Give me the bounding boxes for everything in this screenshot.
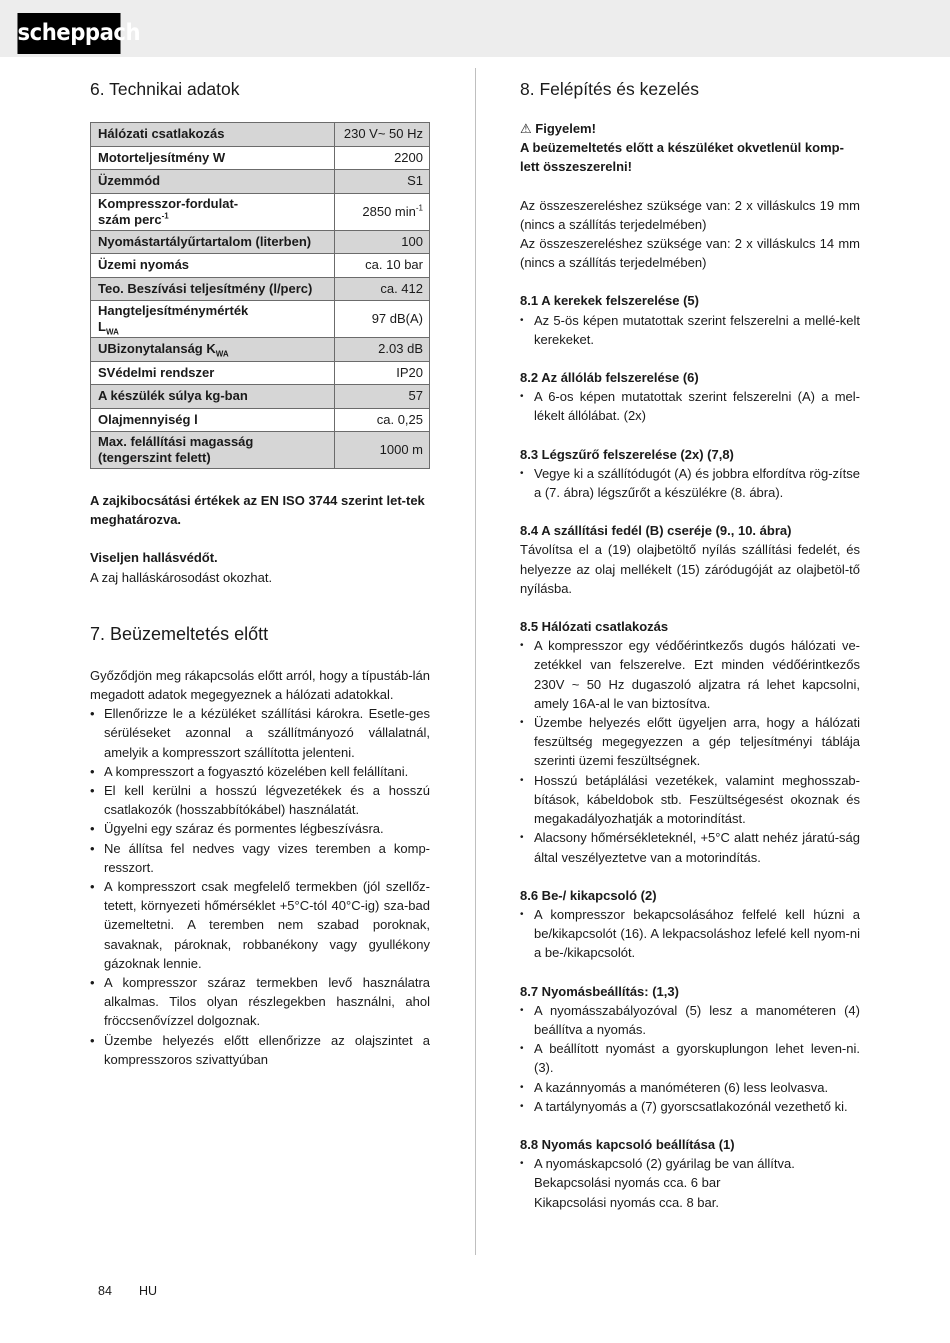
spec-value: 2.03 dB bbox=[335, 338, 430, 362]
spec-row bbox=[91, 193, 430, 230]
s85-title: 8.5 Hálózati csatlakozás bbox=[520, 619, 669, 635]
list-item: • Üzembe helyezés előtt ügyeljen arra, hogy a hálózati feszültség megegyezzen a gép teljesítményi táblája szerinti üzemi feszültségnek. bbox=[520, 713, 860, 771]
warning-title: ⚠ Figyelem! bbox=[520, 121, 596, 136]
section7-title: 7. Beüzemeltetés előtt bbox=[90, 623, 269, 644]
spec-value: ca. 0,25 bbox=[335, 408, 430, 432]
spec-value: IP20 bbox=[335, 361, 430, 385]
spec-value: 230 V~ 50 Hz bbox=[335, 123, 430, 147]
spec-table bbox=[90, 122, 430, 469]
assembly-note-2: Az összeszereléshez szüksége van: 2 x villáskulcs 14 mm (nincs a szállítás terjedelmében) bbox=[520, 236, 860, 271]
spec-row bbox=[91, 123, 430, 147]
list-item: • A kompresszor száraz termekben levő használatra alkalmas. Tilos olyan részlegekben használni, ahol fröccsenővízzel dolgoznak. bbox=[90, 973, 430, 1031]
column-divider bbox=[475, 68, 476, 1255]
s87-list bbox=[520, 1001, 860, 1116]
spec-value: 57 bbox=[335, 385, 430, 409]
spec-row bbox=[91, 385, 430, 409]
s86-title: 8.6 Be-/ kikapcsoló (2) bbox=[520, 887, 657, 903]
brand-logo: scheppach bbox=[17, 13, 120, 54]
spec-row bbox=[91, 254, 430, 278]
list-item: • A kompresszor egy védőérintkezős dugós hálózati ve-zetékkel van felszerelve. Ezt minden védőérintkezős 230V ~ 50 Hz dugaszoló aljzatra rá lehet kapcsolni, amely 16A-al le van biztosítva. bbox=[520, 636, 860, 713]
list-item: • Vegye ki a szállítódugót (A) és jobbra elfordítva rög-zítse a (7. ábra) légszűrőt a készülékre (8. ábra). bbox=[520, 464, 860, 502]
page-number: 84 bbox=[98, 1284, 112, 1298]
s84-title: 8.4 A szállítási fedél (B) cseréje (9., 10. ábra) bbox=[520, 523, 792, 539]
spec-value: 2850 $\min^{-1}$ bbox=[335, 193, 430, 230]
s88-title: 8.8 Nyomás kapcsoló beállítása (1) bbox=[520, 1136, 735, 1152]
list-item: • Ügyelni egy száraz és pormentes légbeszívásra. bbox=[90, 819, 430, 838]
spec-value: ca. 412 bbox=[335, 277, 430, 301]
s83-list bbox=[520, 464, 860, 502]
noise-note: A zajkibocsátási értékek az EN ISO 3744 szerint let-tek meghatározva. bbox=[90, 493, 425, 528]
spec-label: Motorteljesítmény W bbox=[91, 146, 335, 170]
list-item: • A 6-os képen mutatottak szerint felszerelni (A) a mel-lékelt állólábat. (2x) bbox=[520, 387, 860, 425]
list-item: • Ne állítsa fel nedves vagy vizes teremben a komp-resszort. bbox=[90, 839, 430, 877]
s88-block bbox=[520, 1154, 860, 1212]
spec-value: 2200 bbox=[335, 146, 430, 170]
spec-row bbox=[91, 301, 430, 338]
section6-title: 6. Technikai adatok bbox=[90, 79, 240, 99]
spec-label: Nyomástartályűrtartalom (literben) bbox=[91, 230, 335, 254]
spec-label: A készülék súlya kg-ban bbox=[91, 385, 335, 409]
list-item: • El kell kerülni a hosszú légvezetékek és a hosszú csatlakozók (hosszabbítókábel) használatát. bbox=[90, 781, 430, 819]
spec-value: 97 dB(A) bbox=[335, 301, 430, 338]
s84-text: Távolítsa el a (19) olajbetöltő nyílás szállítási fedelét, és helyezze az olaj mellékelt (15) záródugóját az olajbetöl-tő nyílásba. bbox=[520, 542, 860, 596]
s82-list bbox=[520, 387, 860, 425]
spec-label: Üzemmód bbox=[91, 170, 335, 194]
section7-intro: Győződjön meg rákapcsolás előtt arról, hogy a típustáb-lán megadott adatok megegyeznek a hálózati adatokkal. bbox=[90, 667, 430, 703]
list-item: • Alacsony hőmérsékleteknél, +5°C alatt nehéz járatú-ság által veszélyeztetve van a motorindítás. bbox=[520, 828, 860, 866]
list-item: • A kompresszort csak megfelelő termekben (jól szellőz-tetett, környezeti hőmérséklet +5°C-tól 40°C-ig) sza-bad üzemeltetni. A teremben nem szabad poroknak, savaknak, pároknak, robbanékony vagy gyullékony gázoknak lennie. bbox=[90, 877, 430, 973]
spec-row bbox=[91, 146, 430, 170]
spec-row bbox=[91, 408, 430, 432]
s83-title: 8.3 Légszűrő felszerelése (2x) (7,8) bbox=[520, 446, 734, 462]
hearing-title: Viseljen hallásvédőt. bbox=[90, 550, 218, 566]
left-column bbox=[90, 70, 430, 1069]
spec-value: 100 bbox=[335, 230, 430, 254]
spec-row bbox=[91, 361, 430, 385]
assembly-note-1: Az összeszereléshez szüksége van: 2 x villáskulcs 19 mm (nincs a szállítás terjedelmében) bbox=[520, 197, 860, 232]
spec-row bbox=[91, 170, 430, 194]
s88-line-1: • A nyomáskapcsoló (2) gyárilag be van állítva. bbox=[520, 1154, 860, 1173]
s81-title: 8.1 A kerekek felszerelése (5) bbox=[520, 293, 699, 309]
s86-list bbox=[520, 905, 860, 963]
spec-label: Max. felállítási magasság (tengerszint felett) bbox=[91, 432, 335, 469]
section8-title: 8. Felépítés és kezelés bbox=[520, 79, 699, 99]
spec-row bbox=[91, 277, 430, 301]
spec-row bbox=[91, 230, 430, 254]
spec-value: ca. 10 bar bbox=[335, 254, 430, 278]
spec-value: 1000 m bbox=[335, 432, 430, 469]
spec-label: Olajmennyiség l bbox=[91, 408, 335, 432]
right-column bbox=[520, 70, 860, 1212]
s88-line-2: Bekapcsolási nyomás cca. 6 bar bbox=[534, 1175, 721, 1191]
list-item: • A kompresszort a fogyasztó közelében kell felállítani. bbox=[90, 762, 430, 781]
s82-title: 8.2 Az állóláb felszerelése (6) bbox=[520, 370, 699, 386]
spec-label: UBizonytalanság $K_{WA}$ bbox=[91, 338, 335, 362]
spec-label: Teo. Beszívási teljesítmény (l/perc) bbox=[91, 277, 335, 301]
list-item: • A kazánnyomás a manóméteren (6) less leolvasva. bbox=[520, 1078, 860, 1097]
section7-list bbox=[90, 704, 430, 1069]
spec-value: S1 bbox=[335, 170, 430, 194]
list-item: • A kompresszor bekapcsolásához felfelé kell húzni a be/kikapcsolót (16). A lekpacsoláshoz lefelé kell nyom-ni a be-/kikapcsolót. bbox=[520, 905, 860, 963]
list-item: • A tartálynyomás a (7) gyorscsatlakozónál vezethető ki. bbox=[520, 1097, 860, 1116]
list-item: • Üzembe helyezés előtt ellenőrizze az olajszintet a kompresszoros szivattyúban bbox=[90, 1031, 430, 1069]
spec-label: Hangteljesítménymérték $L_{WA}$ bbox=[91, 301, 335, 338]
header-bar bbox=[0, 0, 950, 57]
list-item: • A beállított nyomást a gyorskuplungon lehet leven-ni. (3). bbox=[520, 1039, 860, 1077]
list-item: • A nyomásszabályozóval (5) lesz a manométeren (4) beállítva a nyomás. bbox=[520, 1001, 860, 1039]
spec-label: SVédelmi rendszer bbox=[91, 361, 335, 385]
spec-row bbox=[91, 432, 430, 469]
warning-text: A beüzemeltetés előtt a készüléket okvetlenül komp-lett összeszerelni! bbox=[520, 140, 844, 175]
spec-label: Hálózati csatlakozás bbox=[91, 123, 335, 147]
spec-label: Kompresszor-fordulat- szám perc$^{-1}$ bbox=[91, 193, 335, 230]
list-item: • Hosszú betáplálási vezetékek, valamint meghosszab-bítások, kábeldobok stb. Feszültségesést okoznak és megakadályozhatják a motorindítást. bbox=[520, 771, 860, 829]
spec-row bbox=[91, 338, 430, 362]
s87-title: 8.7 Nyomásbeállítás: (1,3) bbox=[520, 983, 679, 999]
hearing-text: A zaj halláskárosodást okozhat. bbox=[90, 569, 273, 585]
list-item: • Az 5-ös képen mutatottak szerint felszerelni a mellé-kelt kerekeket. bbox=[520, 311, 860, 349]
s85-list bbox=[520, 636, 860, 866]
spec-label: Üzemi nyomás bbox=[91, 254, 335, 278]
language-code: HU bbox=[139, 1284, 158, 1298]
s81-list bbox=[520, 311, 860, 349]
s88-line-3: Kikapcsolási nyomás cca. 8 bar. bbox=[534, 1194, 719, 1210]
list-item: • Ellenőrizze le a kézüléket szállítási károkra. Esetle-ges sérüléseket azonnal a szállítmányozó vállalatnál, amelyik a kompresszort szállította jelenteni. bbox=[90, 704, 430, 762]
